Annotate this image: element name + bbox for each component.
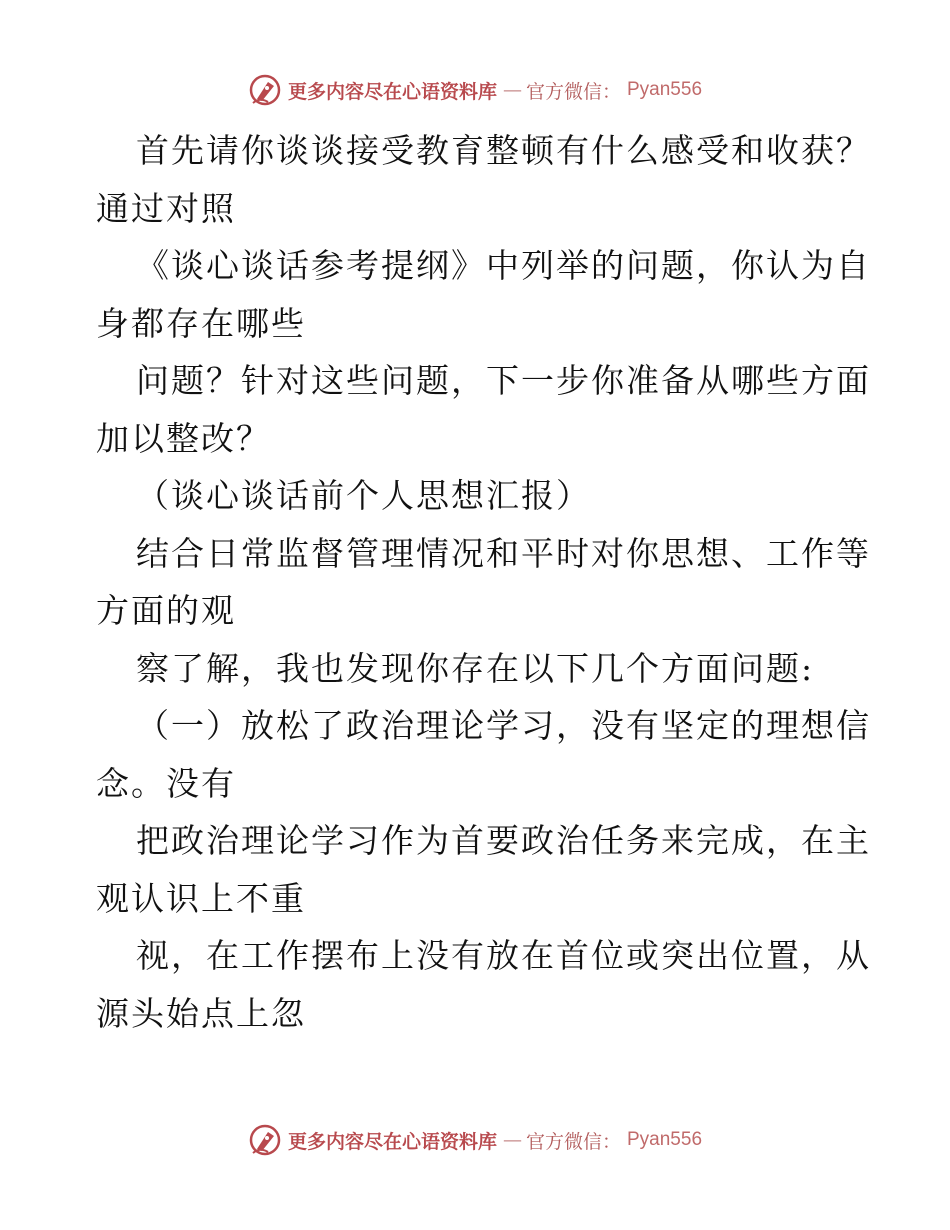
text-line: 首先请你谈谈接受教育整顿有什么感受和收获？ [136, 131, 871, 170]
pen-nib-logo-icon [248, 73, 282, 107]
watermark-official-label: 官方微信： [525, 1130, 621, 1153]
text-line: 通过对照 [96, 188, 236, 228]
text-line: 《谈心谈话参考提纲》中列举的问题，你认为自 [136, 246, 871, 285]
text-line: 观认识上不重 [96, 878, 306, 918]
text-line: 加以整改？ [96, 418, 271, 458]
watermark-brand: 更多内容尽在心语资料库 [287, 1130, 497, 1153]
text-line: 视，在工作摆布上没有放在首位或突出位置，从 [136, 936, 871, 975]
text-line: 把政治理论学习作为首要政治任务来完成，在主 [136, 821, 871, 860]
watermark-brand: 更多内容尽在心语资料库 [287, 80, 497, 103]
text-line: 方面的观 [96, 591, 236, 630]
text-line: 察了解，我也发现你存在以下几个方面问题: [136, 648, 815, 688]
text-line: 念。没有 [96, 763, 236, 803]
pen-nib-logo-icon [248, 1123, 282, 1157]
watermark-separator: — [502, 1129, 520, 1151]
text-line: 身都存在哪些 [96, 303, 306, 343]
watermark-wechat-id: Pyan556 [627, 1129, 703, 1150]
watermark-wechat-id: Pyan556 [627, 79, 703, 100]
footer-watermark [0, 1120, 950, 1160]
text-line: 问题？针对这些问题，下一步你准备从哪些方面 [136, 361, 871, 400]
text-line: （谈心谈话前个人思想汇报） [136, 476, 591, 515]
text-line: 结合日常监督管理情况和平时对你思想、工作等 [136, 533, 871, 573]
watermark-separator: — [502, 79, 520, 101]
document-body [96, 122, 871, 1042]
header-watermark [0, 70, 950, 110]
text-line: （一）放松了政治理论学习，没有坚定的理想信 [136, 706, 871, 745]
text-line: 源头始点上忽 [96, 993, 306, 1033]
watermark-official-label: 官方微信： [525, 80, 621, 103]
